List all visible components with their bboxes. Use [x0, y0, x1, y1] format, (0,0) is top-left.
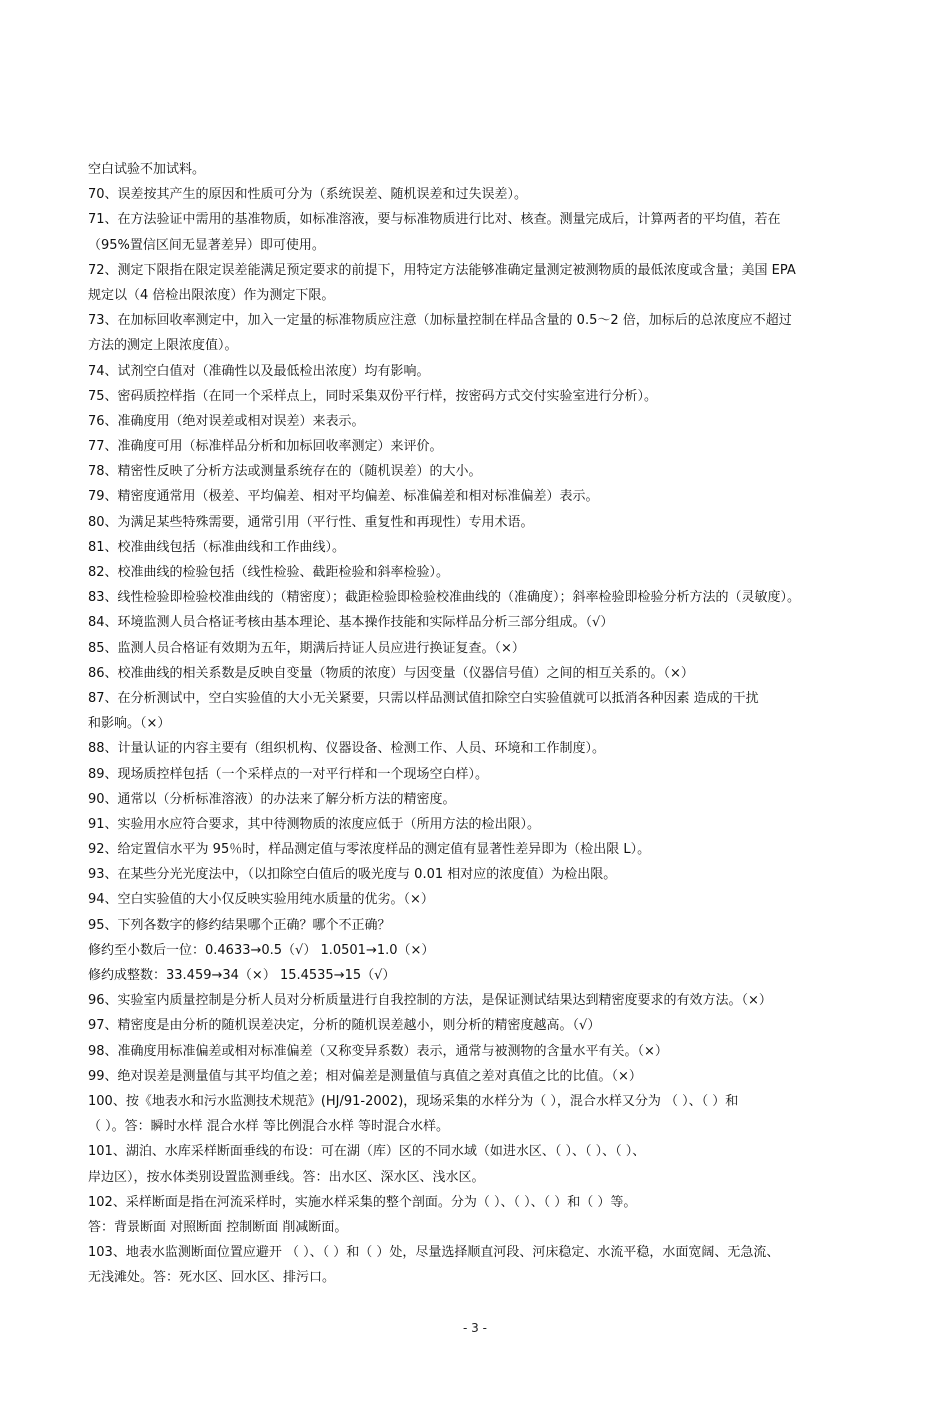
text-line: 72、测定下限指在限定误差能满足预定要求的前提下，用特定方法能够准确定量测定被测物质的最低浓度或含量；美国 EPA — [88, 262, 796, 278]
text-line: 94、空白实验值的大小仅反映实验用纯水质量的优劣。（×） — [88, 892, 434, 908]
text-line: 78、精密性反映了分析方法或测量系统存在的（随机误差）的大小。 — [88, 464, 482, 480]
document-body — [88, 157, 863, 1290]
text-line: 75、密码质控样指（在同一个采样点上，同时采集双份平行样，按密码方式交付实验室进行分析）。 — [88, 388, 658, 404]
text-line: 100、按《地表水和污水监测技术规范》(HJ/91-2002)，现场采集的水样分为（ ），混合水样又分为 （ ）、（ ）和 — [88, 1093, 739, 1109]
text-line: 99、绝对误差是测量值与其平均值之差；相对偏差是测量值与真值之差对真值之比的比值。（×） — [88, 1068, 642, 1084]
text-line: 岸边区），按水体类别设置监测垂线。答：出水区、深水区、浅水区。 — [88, 1169, 485, 1185]
text-line: 和影响。（×） — [88, 716, 171, 732]
text-line: 98、准确度用标准偏差或相对标准偏差（又称变异系数）表示，通常与被测物的含量水平有关。（×） — [88, 1043, 668, 1059]
text-line: 70、误差按其产生的原因和性质可分为（系统误差、随机误差和过失误差）。 — [88, 187, 528, 203]
text-line: 92、给定置信水平为 95％时，样品测定值与零浓度样品的测定值有显著性差异即为（检出限 L）。 — [88, 842, 651, 858]
text-line: 91、实验用水应符合要求，其中待测物质的浓度应低于（所用方法的检出限）。 — [88, 816, 541, 832]
text-line: 80、为满足某些特殊需要，通常引用（平行性、重复性和再现性）专用术语。 — [88, 514, 534, 530]
text-line: 89、现场质控样包括（一个采样点的一对平行样和一个现场空白样）。 — [88, 766, 489, 782]
text-line: 85、监测人员合格证有效期为五年，期满后持证人员应进行换证复查。（×） — [88, 640, 525, 656]
text-line: 空白试验不加试料。 — [88, 162, 206, 177]
text-line: （95%置信区间无显著差异）即可使用。 — [88, 237, 325, 253]
text-line: 96、实验室内质量控制是分析人员对分析质量进行自我控制的方法，是保证测试结果达到精密度要求的有效方法。（×） — [88, 993, 772, 1009]
text-line: （ ）。答：瞬时水样 混合水样 等比例混合水样 等时混合水样。 — [88, 1119, 450, 1135]
text-line: 88、计量认证的内容主要有（组织机构、仪器设备、检测工作、人员、环境和工作制度）。 — [88, 741, 606, 757]
text-line: 81、校准曲线包括（标准曲线和工作曲线）。 — [88, 539, 346, 555]
text-line: 101、湖泊、水库采样断面垂线的布设：可在湖（库）区的不同水域（如进水区、（ ）、（ ）、（ ）、 — [88, 1144, 646, 1160]
text-line: 83、线性检验即检验校准曲线的（精密度）；截距检验即检验校准曲线的（准确度）；斜率检验即检验分析方法的（灵敏度）。 — [88, 590, 801, 606]
text-line: 答：背景断面 对照断面 控制断面 削减断面。 — [88, 1219, 348, 1235]
text-line: 79、精密度通常用（极差、平均偏差、相对平均偏差、标准偏差和相对标准偏差）表示。 — [88, 489, 599, 505]
text-line: 90、通常以（分析标准溶液）的办法来了解分析方法的精密度。 — [88, 791, 456, 807]
text-line: 84、环境监测人员合格证考核由基本理论、基本操作技能和实际样品分析三部分组成。（√） — [88, 615, 614, 631]
text-line: 87、在分析测试中，空白实验值的大小无关紧要，只需以样品测试值扣除空白实验值就可以抵消各种因素 造成的干扰 — [88, 690, 759, 706]
text-line: 76、准确度用（绝对误差或相对误差）来表示。 — [88, 413, 365, 429]
text-line: 73、在加标回收率测定中，加入一定量的标准物质应注意（加标量控制在样品含量的 0.5～2 倍，加标后的总浓度应不超过 — [88, 313, 792, 329]
text-line: 86、校准曲线的相关系数是反映自变量（物质的浓度）与因变量（仪器信号值）之间的相互关系的。（×） — [88, 665, 694, 681]
text-line: 方法的测定上限浓度值）。 — [88, 338, 238, 354]
text-line: 规定以（4 倍检出限浓度）作为测定下限。 — [88, 287, 335, 303]
text-line: 74、试剂空白值对（准确性以及最低检出浓度）均有影响。 — [88, 363, 430, 379]
page-number: - 3 - — [463, 1321, 487, 1335]
text-line: 103、地表水监测断面位置应避开 （ ）、（ ）和（ ）处，尽量选择顺直河段、河床稳定、水流平稳，水面宽阔、无急流、 — [88, 1245, 780, 1261]
text-line: 71、在方法验证中需用的基准物质，如标准溶液，要与标准物质进行比对、核查。测量完成后，计算两者的平均值，若在 — [88, 212, 781, 228]
text-line: 93、在某些分光光度法中，（以扣除空白值后的吸光度与 0.01 相对应的浓度值）为检出限。 — [88, 867, 617, 883]
text-line: 修约成整数：33.459→34（×） 15.4535→15（√） — [88, 968, 396, 983]
text-line: 95、下列各数字的修约结果哪个正确？哪个不正确？ — [88, 917, 391, 933]
text-line: 82、校准曲线的检验包括（线性检验、截距检验和斜率检验）。 — [88, 565, 450, 580]
text-line: 77、准确度可用（标准样品分析和加标回收率测定）来评价。 — [88, 439, 443, 455]
text-line: 97、精密度是由分析的随机误差决定，分析的随机误差越小，则分析的精密度越高。（√） — [88, 1018, 601, 1034]
text-line: 修约至小数后一位：0.4633→0.5（√） 1.0501→1.0（×） — [88, 942, 435, 958]
text-line: 102、采样断面是指在河流采样时，实施水样采集的整个剖面。分为（ ）、（ ）、（ ）和（ ）等。 — [88, 1194, 637, 1210]
text-line: 无浅滩处。答：死水区、回水区、排污口。 — [88, 1270, 336, 1286]
